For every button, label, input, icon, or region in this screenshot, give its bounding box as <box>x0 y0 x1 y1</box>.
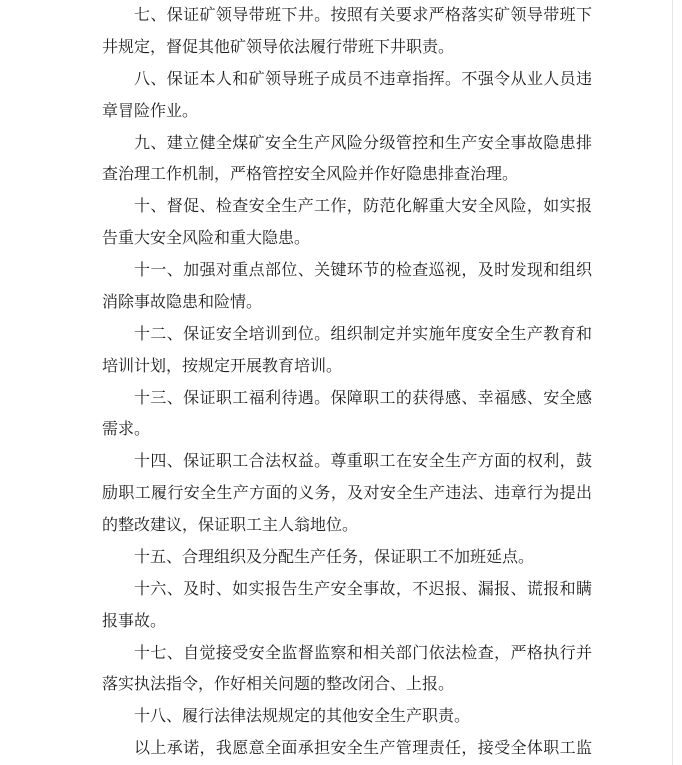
text-line: 十、督促、检查安全生产工作，防范化解重大安全风险，如实报 <box>134 198 592 216</box>
text-line: 八、保证本人和矿领导班子成员不违章指挥。不强令从业人员违 <box>134 70 592 88</box>
text-line: 十八、履行法律法规规定的其他安全生产职责。 <box>134 708 471 726</box>
text-line: 以上承诺，我愿意全面承担安全生产管理责任，接受全体职工监 <box>134 740 592 758</box>
text-line: 的整改建议，保证职工主人翁地位。 <box>102 517 359 534</box>
text-line: 十二、保证安全培训到位。组织制定并实施年度安全生产教育和 <box>134 325 592 343</box>
text-line: 十三、保证职工福利待遇。保障职工的获得感、幸福感、安全感 <box>134 389 592 407</box>
text-line: 励职工履行安全生产方面的义务，及对安全生产违法、违章行为提出 <box>102 485 592 503</box>
text-line: 培训计划，按规定开展教育培训。 <box>102 357 343 375</box>
document-body-text <box>102 0 592 765</box>
text-line: 十一、加强对重点部位、关键环节的检查巡视，及时发现和组织 <box>134 262 592 279</box>
text-line: 消除事故隐患和险情。 <box>102 293 263 311</box>
text-line: 七、保证矿领导带班下井。按照有关要求严格落实矿领导带班下 <box>134 7 592 24</box>
text-line: 查治理工作机制，严格管控安全风险并作好隐患排查治理。 <box>102 166 519 184</box>
text-line: 需求。 <box>102 421 151 439</box>
text-line: 十七、自觉接受安全监督监察和相关部门依法检查，严格执行并 <box>134 644 592 662</box>
text-line: 十四、保证职工合法权益。尊重职工在安全生产方面的权利，鼓 <box>134 453 592 471</box>
text-line: 九、建立健全煤矿安全生产风险分级管控和生产安全事故隐患排 <box>134 134 592 152</box>
text-line: 告重大安全风险和重大隐患。 <box>102 230 311 248</box>
text-line: 章冒险作业。 <box>102 102 199 120</box>
text-line: 落实执法指令，作好相关问题的整改闭合、上报。 <box>102 676 455 694</box>
text-line: 十六、及时、如实报告生产安全事故，不迟报、漏报、谎报和瞒 <box>134 580 592 598</box>
text-line: 十五、合理组织及分配生产任务，保证职工不加班延点。 <box>134 548 535 566</box>
page-edge-line <box>672 0 673 765</box>
text-line: 报事故。 <box>102 612 167 630</box>
text-line: 井规定，督促其他矿领导依法履行带班下井职责。 <box>102 38 455 56</box>
